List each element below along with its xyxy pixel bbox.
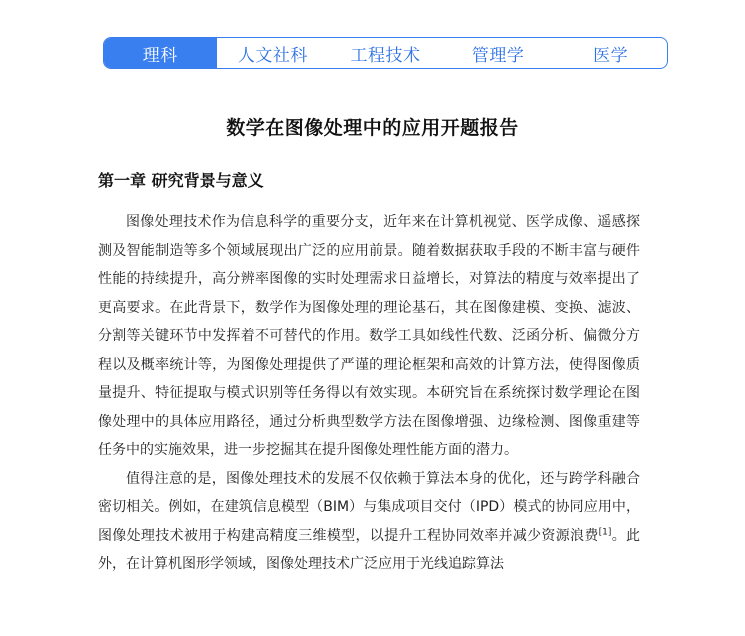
citation-link[interactable]: [1] [598, 526, 612, 537]
paragraph-1: 图像处理技术作为信息科学的重要分支，近年来在计算机视觉、医学成像、遥感探测及智能制造等多个领域展现出广泛的应用前景。随着数据获取手段的不断丰富与硬件性能的持续提升，高分辨率图像的实时处理需求日益增长，对算法的精度与效率提出了更高要求。在此背景下，数学作为图像处理的理论基石，其在图像建模、变换、滤波、分割等关键环节中发挥着不可替代的作用。数学工具如线性代数、泛函分析、偏微分方程以及概率统计等，为图像处理提供了严谨的理论框架和高效的计算方法，使得图像质量提升、特征提取与模式识别等任务得以有效实现。本研究旨在系统探讨数学理论在图像处理中的具体应用路径，通过分析典型数学方法在图像增强、边缘检测、图像重建等任务中的实施效果，进一步挖掘其在提升图像处理性能方面的潜力。 [98, 214, 640, 458]
tab-humanities-social-sciences[interactable]: 人文社科 [237, 45, 308, 66]
tab-management[interactable]: 管理学 [471, 45, 525, 66]
paragraph-2-text-part2: 。此外，在计算机图形学领域，图像处理技术广泛应用于光线追踪算法 [98, 527, 640, 572]
page-title: 数学在图像处理中的应用开题报告 [226, 117, 519, 139]
tab-medicine[interactable]: 医学 [593, 45, 629, 66]
tab-engineering-technology[interactable]: 工程技术 [350, 45, 421, 66]
discipline-tabs [103, 37, 668, 69]
tab-science[interactable]: 理科 [104, 38, 217, 68]
paragraph-2-text-part1: 值得注意的是，图像处理技术的发展不仅依赖于算法本身的优化，还与跨学科融合密切相关。例如，在建筑信息模型（BIM）与集成项目交付（IPD）模式的协同应用中，图像处理技术被用于构建高精度三维模型，以提升工程协同效率并减少资源浪费 [98, 470, 640, 544]
document-body [98, 208, 640, 579]
paragraph-2 [98, 465, 640, 579]
chapter-heading: 第一章 研究背景与意义 [98, 171, 264, 190]
